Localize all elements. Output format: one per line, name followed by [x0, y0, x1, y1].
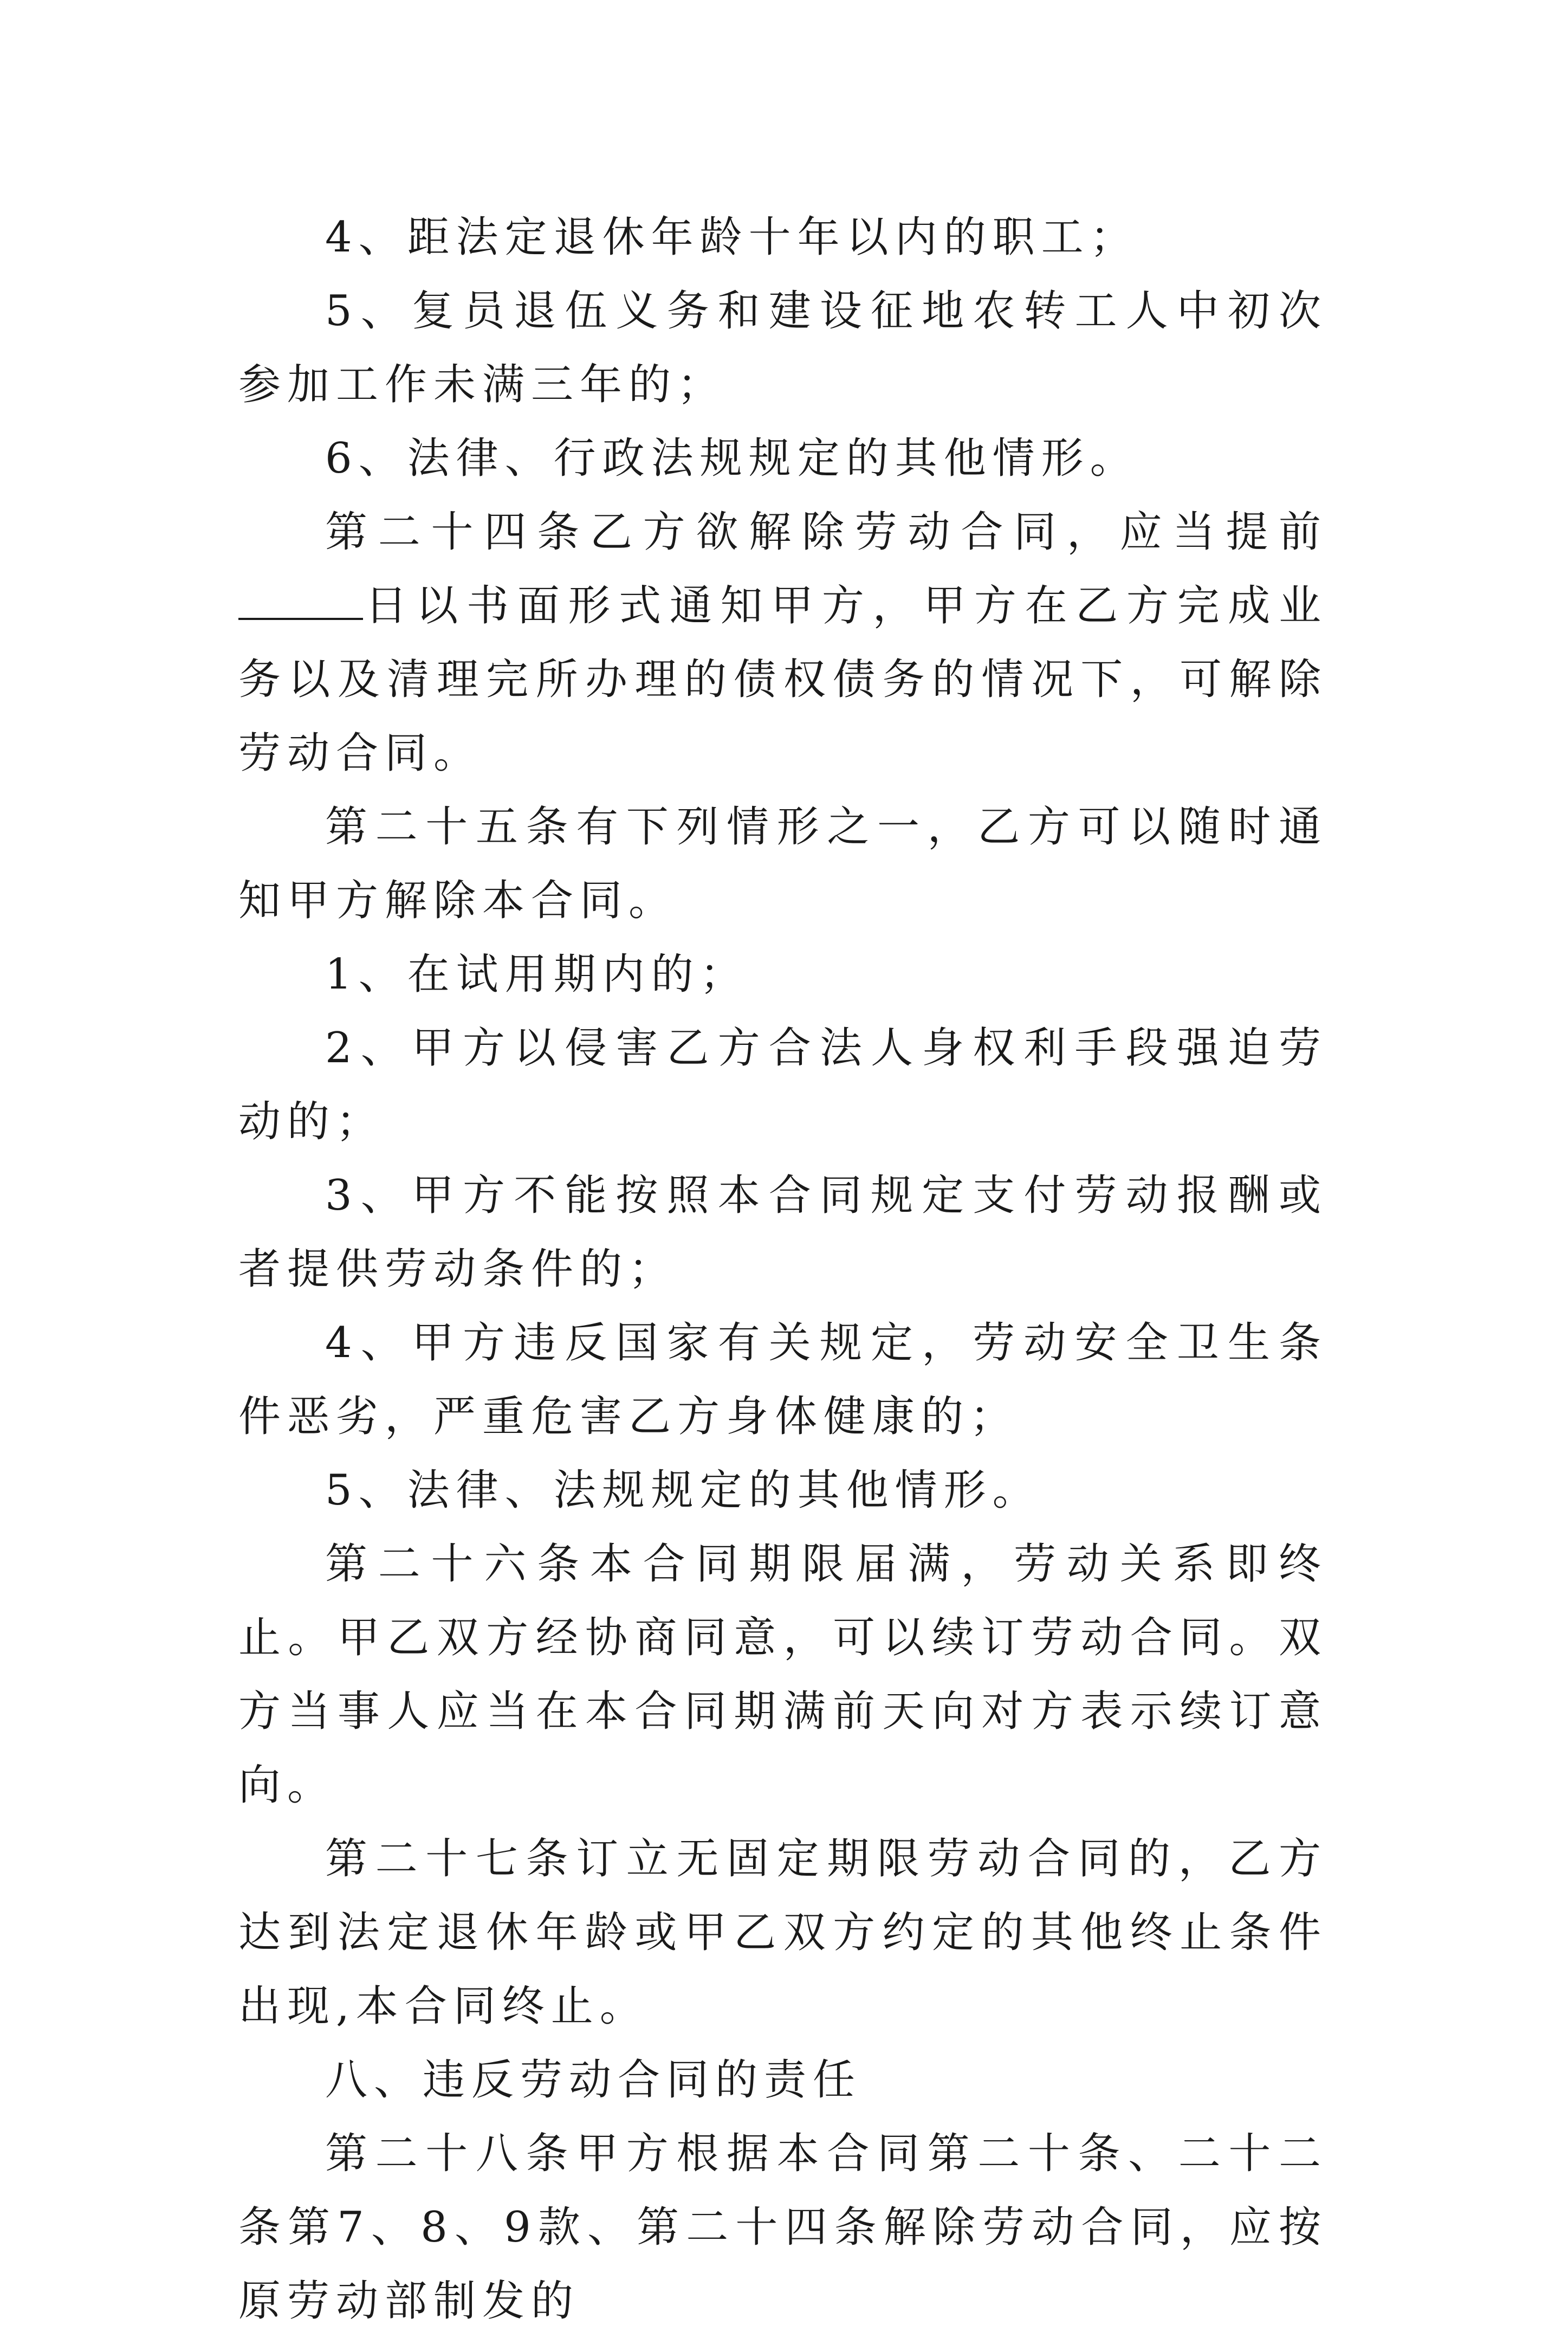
paragraph: 6、法律、行政法规规定的其他情形。 [325, 434, 1139, 483]
document-body [238, 201, 1327, 2338]
paragraph: 第二十六条本合同期限届满，劳动关系即终止。甲乙双方经协商同意，可以续订劳动合同。双方当事人应当在本合同期满前天向对方表示续订意向。 [238, 1540, 1327, 1810]
paragraph: 第二十八条甲方根据本合同第二十条、二十二条第7、8、9款、第二十四条解除劳动合同，应按原劳动部制发的 [238, 2129, 1327, 2326]
paragraph-with-blank [238, 495, 1327, 790]
paragraph: 5、法律、法规规定的其他情形。 [325, 1466, 1041, 1515]
paragraph: 第二十五条有下列情形之一，乙方可以随时通知甲方解除本合同。 [238, 803, 1327, 925]
paragraph-text-after-blank: 日以书面形式通知甲方，甲方在乙方完成业务以及清理完所办理的债权债务的情况下，可解除劳动合同。 [238, 582, 1327, 778]
paragraph: 4、甲方违反国家有关规定，劳动安全卫生条件恶劣，严重危害乙方身体健康的； [238, 1319, 1327, 1441]
paragraph: 5、复员退伍义务和建设征地农转工人中初次参加工作未满三年的； [238, 287, 1327, 409]
paragraph: 第二十七条订立无固定期限劳动合同的，乙方达到法定退休年龄或甲乙双方约定的其他终止条件出现,本合同终止。 [238, 1835, 1327, 2031]
paragraph-text-before-blank: 第二十四条乙方欲解除劳动合同，应当提前 [325, 508, 1327, 557]
paragraph: 1、在试用期内的； [325, 950, 749, 999]
fill-in-blank [238, 580, 363, 620]
paragraph: 2、甲方以侵害乙方合法人身权利手段强迫劳动的； [238, 1024, 1327, 1146]
paragraph: 4、距法定退休年龄十年以内的职工； [325, 213, 1139, 262]
section-heading: 八、违反劳动合同的责任 [325, 2056, 862, 2104]
paragraph: 3、甲方不能按照本合同规定支付劳动报酬或者提供劳动条件的； [238, 1171, 1327, 1294]
